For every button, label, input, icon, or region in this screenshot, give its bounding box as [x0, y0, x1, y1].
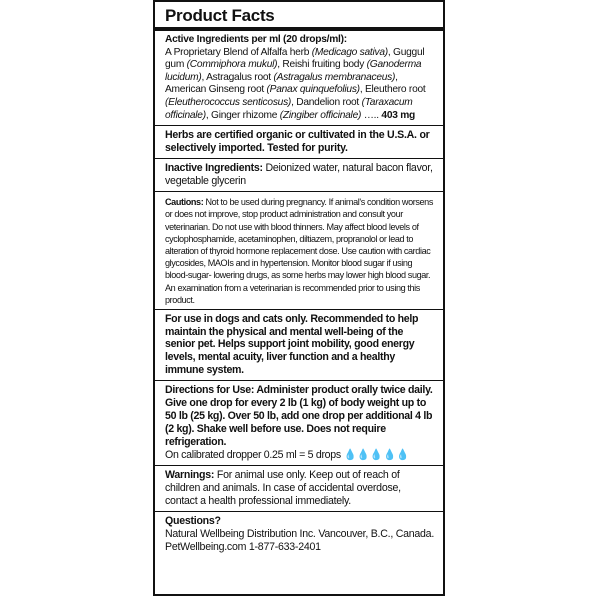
herbs-note-section	[165, 126, 435, 158]
ingredient-latin: (Eleutherococcus senticosus)	[165, 96, 292, 108]
use-note: For use in dogs and cats only. Recommended to help maintain the physical and mental well-being of the senior pet. Helps support joint mobility, good energy levels, mental acuity, liver function and a healthy immune system.	[165, 312, 419, 376]
ingredient-text: , Astragalus root	[201, 71, 274, 83]
warnings-text: For animal use only. Keep out of reach of children and animals. In case of accidental overdose, contact a health professional immediately.	[165, 468, 401, 507]
panel-title: Product Facts	[165, 6, 275, 25]
directions-text: Directions for Use: Administer product orally twice daily. Give one drop for every 2 lb (1 kg) of body weight up to 50 lb (25 kg). Over 50 lb, add one drop per additional 4 lb (2 kg). Shake well before use. Does not require refrigeration.	[165, 383, 433, 448]
ingredient-text: …..	[361, 109, 382, 121]
cautions-heading: Cautions:	[165, 197, 204, 208]
inactive-ingredients-section	[165, 159, 435, 191]
product-facts-panel	[153, 0, 445, 596]
questions-heading: Questions?	[165, 514, 221, 527]
dropper-text: On calibrated dropper 0.25 ml = 5 drops	[165, 448, 344, 461]
inactive-ingredients	[165, 162, 435, 188]
directions-section	[165, 381, 435, 465]
warnings	[165, 469, 435, 508]
inactive-text: Deionized water, natural bacon flavor, vegetable glycerin	[165, 162, 433, 188]
questions-section	[165, 512, 435, 557]
ingredient-text: , Dandelion root	[291, 96, 362, 108]
ingredient-text: A Proprietary Blend of Alfalfa herb	[165, 46, 312, 58]
ingredient-latin: (Commiphora mukul)	[186, 59, 278, 71]
ingredient-latin: (Astragalus membranaceus)	[273, 71, 396, 83]
ingredient-latin: (Zingiber officinale)	[279, 109, 362, 121]
active-ingredients-section	[165, 31, 435, 125]
cautions-section	[165, 192, 435, 309]
warnings-section	[165, 466, 435, 511]
ingredient-latin: (Medicago sativa)	[311, 46, 388, 58]
inactive-heading: Inactive Ingredients:	[165, 162, 263, 175]
use-note-section	[165, 310, 435, 380]
cautions	[165, 196, 435, 306]
ingredient-latin: (Panax quinquefolius)	[266, 84, 360, 96]
droplet-icon: 💧💧💧💧💧	[343, 448, 410, 461]
ingredient-latin: (Ganoderma lucidum)	[165, 59, 422, 83]
active-ingredients-heading: Active Ingredients per ml (20 drops/ml):	[165, 34, 347, 45]
ingredient-text: , Eleuthero root	[359, 84, 426, 96]
ingredient-text: , Ginger rhizome	[205, 109, 280, 121]
cautions-text: Not to be used during pregnancy. If animal's condition worsens or does not improve, stop product administration and consult your veterinarian. Do not use with blood thinners. May affect blood levels of cyclophosphamide, acetaminophen, diltiazem, propranolol or lead to alteration of thyroid hormone replacement dose. Use caution with cardiac glycosides, MAOIs and in hypertension. Monitor blood sugar if using blood-sugar- lowering drugs, as some herbs may lower high blood sugar. An examination from a veterinarian is recommended prior to using this product.	[165, 197, 433, 305]
active-ingredients-list	[165, 47, 435, 123]
ingredient-text: , Reishi fruiting body	[277, 59, 367, 71]
questions-text: Natural Wellbeing Distribution Inc. Vancouver, B.C., Canada. PetWellbeing.com 1-877-633-2401	[165, 527, 435, 553]
ingredient-latin: (Taraxacum officinale)	[165, 96, 413, 121]
dropper-line	[165, 449, 435, 462]
warnings-heading: Warnings:	[165, 468, 215, 481]
ingredient-text: , Guggul gum	[165, 46, 425, 71]
ingredient-amount: 403 mg	[381, 109, 416, 121]
herbs-note: Herbs are certified organic or cultivated in the U.S.A. or selectively imported. Tested for purity.	[165, 129, 430, 155]
ingredient-text: , American Ginseng root	[165, 71, 398, 96]
